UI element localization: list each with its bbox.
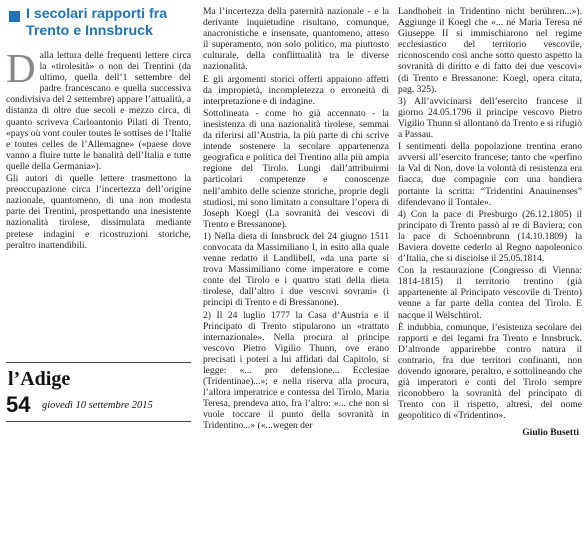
paragraph: 3) All’avvicinarsi dell’esercito francese il giorno 24.05.1796 il principe vescovo Pietro Vigilio Thunn si allontanò da Trento e si rifugiò a Passau. <box>398 95 582 141</box>
paragraph: Ma l’incertezza della paternità nazionale - e la derivante inquietudine risultano, comunque, anacronistiche e insensate, quantomeno, atteso il superamento, non solo politico, ma piuttosto culturale, della conflittualità tra le diverse nazionalità. <box>203 6 389 73</box>
paragraph: E gli argomenti storici offerti appaiono affetti da impropietà, incompletezza o erroneità di interpretazione e di indagine. <box>203 73 389 107</box>
page-number: 54 <box>6 392 31 417</box>
newspaper-logo: l’Adige <box>8 368 71 390</box>
paragraph <box>6 45 191 172</box>
article-headline <box>6 6 191 40</box>
paragraph: Con la restaurazione (Congresso di Vienna: 1814-1815) il territorio trentino (già appartenente al Principato vescovile di Trento) venne a far parte della contea del Tirolo. E nacque il Welschtirol. <box>398 265 582 321</box>
article-column-3 <box>398 6 582 439</box>
paragraph: Gli autori di quelle lettere trasmettono la preoccupazione circa l’incertezza dell’origine nazionale, quantomeno, di una non modesta parte dei Trentini, prospettando una inesistente nazionalità tirolese, dissimulata mediante pretese indagini e ricostruzioni storiche, peraltro inattendibili. <box>6 173 191 251</box>
paragraph-text: alla lettura delle frequenti lettere circa la «tirolesità» o non dei Trentini (da ultimo, quella dell’1 settembre del padre francescano e quella successiva condivisiva del 2 settembre) appare l’attualità, a distanza di oltre due secoli e mezzo circa, di quanto scriveva Carloantonio Pilati di Trento, «pays où vont couler toutes le sottises de l’Italie e toutes celles de l’Allemagne» («paese dove vanno a fluire tutte le banalità dell’Italia e tutte quelle della Germania»). <box>6 50 191 172</box>
article-column-2 <box>203 6 389 432</box>
paragraph: È indubbia, comunque, l’esistenza secolare dei rapporti e dei legami fra Trento e Innsbruck. D’altronde apparirebbe contro natura il contrario, fra due territori confinanti, non dovendo ignorare, peraltro, e sottolineando che già imperatori e conti del Tirolo sempre riconobbero la sovranità del principato di Trento con il rispetto, altresì, del nome geopolitico di «Tridentino». <box>398 321 582 422</box>
headline-square-icon <box>9 11 20 22</box>
paragraph: Landhoheit in Tridentino nicht berühren...»). Aggiunge il Koegl che «... né Maria Teresa né Giuseppe II si immischiarono nel regime ecclesiastico del territorio vescovile, riconoscendo così anche sotto questo aspetto la sovranità di diritto e di fatto dei due vescovi» (di Trento e Bressanone: Koegl, opera citata, pag. 325). <box>398 6 582 95</box>
paragraph: I sentimenti della popolazione trentina erano avversi all’esercito francese; tanto che «perfino la Val di Non, dove la volontà di resistenza era fiacca, due compagnie con una bandiera portante la scritta: “Tridentini Anauinenses” difendevano il Tontale». <box>398 141 582 208</box>
divider <box>6 362 191 363</box>
paragraph: Sottolineata - come ho già accennato - la inesistenza di una nazionalità tirolese, semmai da riferirsi all’Austria, la più parte di chi scrive intende sostenere la secolare appartenenza geografica e politica del Trentino alla più ampia regione del Tirolo. Lungi dall’attribuirmi particolari competenze e conoscenze nell’ambito delle scienze storiche, proprie degli studiosi, mi sono limitato a consultare l’opera di Joseph Koegl (La sovranità dei vescovi di Trento e Bressanone). <box>203 107 389 230</box>
author-signature: Giulio Busetti <box>522 427 579 439</box>
paragraph: 1) Nella dieta di Innsbruck del 24 giugno 1511 convocata da Massimiliano I, in esito alla quale venne redatto il Landlibell, «da una parte si trova Massimiliano come imperatore e come conte del Tirolo e i quattro stati della dieta tirolese, dall’altro i due vescovi sovrani» (i principi di Trento e di Bressanone). <box>203 230 389 309</box>
drop-cap: D <box>6 45 36 91</box>
paragraph: 2) Il 24 luglio 1777 la Casa d’Austria e il Principato di Trento stipularono un «trattato internazionale». Nella procura al principe vescovo Pietro Vigilio Thunn, ove erano precisati i poteri a lui affidati dal Capitolo, si legge: «... pro defensione... Ecclesiae (Tridentinae)...»; e nella riserva alla procura, l’allora imperatrice e contessa del Tirolo, Maria Teresa, prendeva atto, fra l’altro: «... che non si vuole toccare il punto della sovranità in Tridentino...» («...wegen der <box>203 309 389 432</box>
paragraph: 4) Con la pace di Presburgo (26.12.1805) il principato di Trento passò al re di Baviera; con la pace di Schoennbrunn (14.10.1809) la Baviera dovette cederlo al Regno napoleonico d’Italia, che si disciolse il 25.05.1814. <box>398 208 582 265</box>
issue-date: giovedì 10 settembre 2015 <box>42 400 153 411</box>
divider <box>6 421 191 422</box>
article-column-1 <box>6 6 191 251</box>
headline-text: I secolari rapporti fra Trento e Innsbruck <box>26 6 168 39</box>
